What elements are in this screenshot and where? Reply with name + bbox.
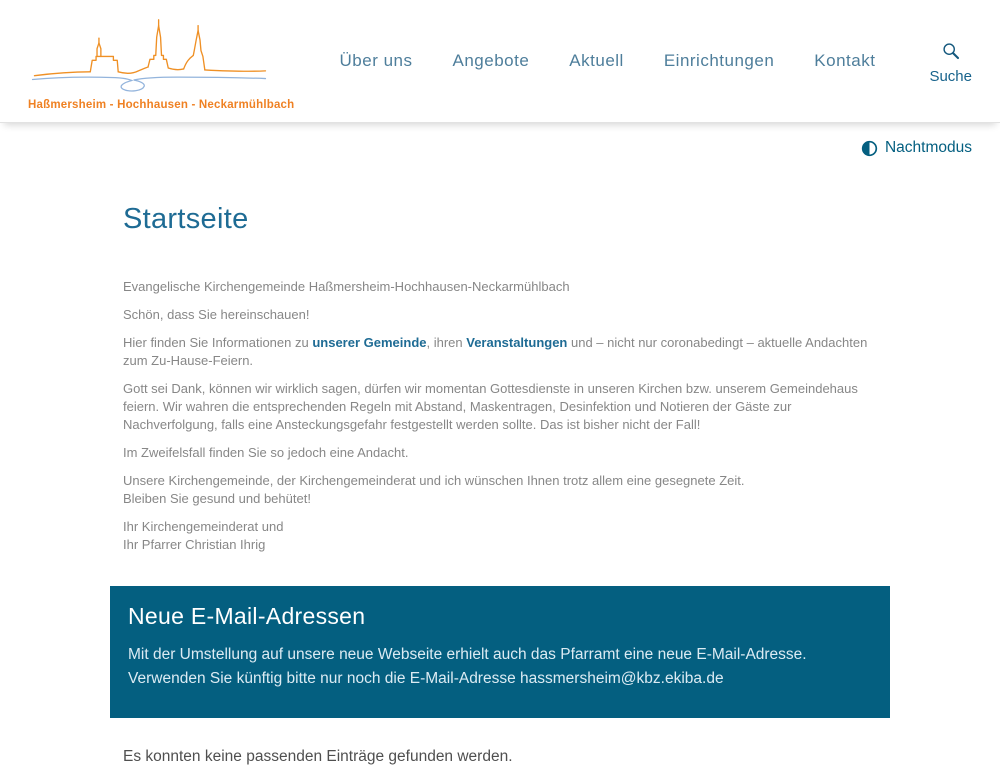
logo-caption: Haßmersheim - Hochhausen - Neckarmühlbach bbox=[28, 98, 295, 111]
notice-title: Neue E-Mail-Adressen bbox=[128, 603, 366, 629]
page-title: Startseite bbox=[123, 203, 249, 235]
paragraph-subtitle: Evangelische Kirchengemeinde Haßmersheim-Hochhausen-Neckarmühlbach bbox=[123, 279, 570, 294]
text-segment: Hier finden Sie Informationen zu bbox=[123, 335, 313, 350]
notice-text bbox=[128, 643, 872, 691]
nav-item-einrichtungen[interactable]: Einrichtungen bbox=[663, 51, 775, 70]
nav-item-kontakt[interactable]: Kontakt bbox=[814, 51, 876, 70]
paragraph-wishes bbox=[110, 472, 890, 508]
notice-box bbox=[110, 586, 890, 718]
intro-text bbox=[110, 278, 890, 554]
search-label: Suche bbox=[929, 67, 972, 85]
nav-item-angebote[interactable]: Angebote bbox=[452, 51, 530, 70]
site-logo[interactable] bbox=[28, 12, 295, 111]
paragraph-corona: Gott sei Dank, können wir wirklich sagen, dürfen wir momentan Gottesdienste in unseren Kirchen bzw. unserem Gemeindehaus feiern. Wir wahren die entsprechenden Regeln mit Abstand, Maskentragen, Desinfektion und Notieren der Gäste zur Nachverfolgung, falls eine Ansteckungsgefahr festgestellt werden sollte. Das ist bisher nicht der Fall! bbox=[123, 381, 858, 432]
search-icon bbox=[942, 42, 960, 65]
nav-item-aktuell[interactable]: Aktuell bbox=[569, 51, 624, 70]
empty-state-message: Es konnten keine passenden Einträge gefunden werden. bbox=[123, 748, 513, 765]
search-button[interactable] bbox=[929, 42, 972, 85]
night-mode-label: Nachtmodus bbox=[884, 139, 972, 156]
link-veranstaltungen[interactable]: Veranstaltungen bbox=[466, 335, 568, 350]
skyline-logo-graphic bbox=[28, 16, 270, 93]
paragraph-andacht: Im Zweifelsfall finden Sie so jedoch eine Andacht. bbox=[123, 445, 409, 460]
text-segment: Unsere Kirchengemeinde, der Kirchengemeinderat und ich wünschen Ihnen trotz allem eine gesegnete Zeit. bbox=[123, 473, 745, 488]
nightmode-row bbox=[28, 123, 972, 157]
paragraph-signature bbox=[110, 518, 890, 554]
paragraph-welcome: Schön, dass Sie hereinschauen! bbox=[123, 307, 310, 322]
text-segment: Mit der Umstellung auf unsere neue Webseite erhielt auch das Pfarramt eine neue E-Mail-Adresse. bbox=[128, 646, 807, 663]
half-filled-circle-icon bbox=[861, 140, 878, 157]
text-segment: Ihr Kirchengemeinderat und bbox=[123, 519, 284, 534]
main-nav bbox=[340, 38, 972, 85]
text-segment: Verwenden Sie künftig bitte nur noch die E-Mail-Adresse hassmersheim@kbz.ekiba.de bbox=[128, 670, 724, 687]
nav-item-ueber-uns[interactable]: Über uns bbox=[339, 51, 413, 70]
main-content bbox=[110, 203, 890, 766]
link-unsere-gemeinde[interactable]: unserer Gemeinde bbox=[312, 335, 427, 350]
text-segment: Bleiben Sie gesund und behütet! bbox=[123, 491, 311, 506]
night-mode-toggle[interactable] bbox=[861, 139, 972, 157]
text-segment: Ihr Pfarrer Christian Ihrig bbox=[123, 537, 266, 552]
text-segment: , ihren bbox=[426, 335, 467, 350]
paragraph-info bbox=[110, 334, 890, 370]
text-segment: und – nicht nur coronabedingt – aktuelle Andachten zum Zu-Hause-Feiern. bbox=[123, 335, 868, 368]
site-header bbox=[0, 0, 1000, 123]
